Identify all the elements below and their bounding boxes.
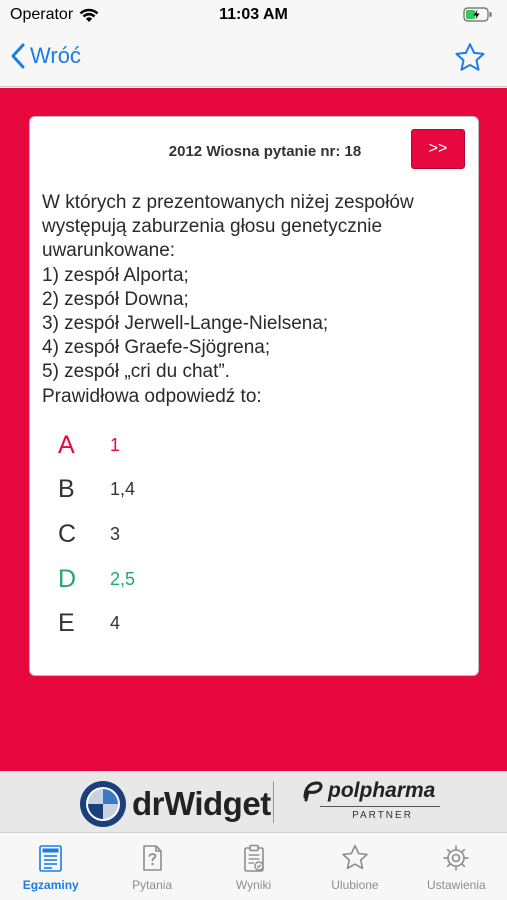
banner-divider [273,781,274,823]
polpharma-logo [300,779,445,821]
status-bar [0,0,507,32]
answer-text: 1,4 [110,479,136,500]
battery-charging-icon [463,7,493,28]
back-button[interactable] [10,42,81,70]
answer-letter: B [58,475,75,504]
sponsor-banner[interactable] [0,771,507,833]
answer-text: 1 [110,434,121,455]
answer-option-d[interactable] [30,557,480,602]
answer-text: 4 [110,613,121,634]
drwidget-wordmark: drWidget [132,785,271,822]
chevron-left-icon [10,42,26,70]
tab-label: Ulubione [331,878,379,892]
favorite-button[interactable] [453,41,487,80]
answer-letter: D [58,564,77,593]
tab-wyniki[interactable] [203,834,304,900]
star-icon [340,843,370,873]
tab-ustawienia[interactable] [406,834,507,900]
gear-icon [441,843,471,873]
tab-label: Pytania [132,878,173,892]
carrier-label: Operator [10,6,74,23]
clipboard-icon [239,843,269,873]
navigation-bar [0,32,507,87]
tab-label: Egzaminy [22,878,79,892]
drwidget-logo [78,779,271,829]
answer-text: 3 [110,523,121,544]
drwidget-emblem-icon [78,779,128,829]
answer-option-a[interactable] [30,423,480,468]
tab-pytania[interactable] [101,834,202,900]
question-card [29,116,479,676]
question-text: W których z prezentowanych niżej zespołów występują zaburzenia głosu genetycznie uwarunkowane: 1) zespół Alporta; 2) zespół Downa; 3) zespół Jerwell-Lange-Nielsena; 4) zespół Graefe-Sjögrena; 5) zespół „cri du chat”. Prawidłowa odpowiedź to: [42,192,414,407]
answer-text: 2,5 [110,568,136,589]
partner-divider [320,806,440,807]
tab-bar [0,834,507,900]
question-doc-icon [137,843,167,873]
question-title: 2012 Wiosna pytanie nr: 18 [168,143,362,160]
polpharma-wordmark: polpharma [328,779,436,802]
tab-ulubione[interactable] [304,834,405,900]
status-time: 11:03 AM [219,6,288,23]
tab-egzaminy[interactable] [0,834,101,900]
partner-label: PARTNER [352,810,413,821]
answer-option-e[interactable] [30,601,480,646]
next-question-button[interactable]: >> [411,129,465,169]
answer-letter: C [58,519,77,548]
answer-option-b[interactable] [30,468,480,513]
answer-letter: A [58,430,75,459]
polpharma-emblem-icon [300,780,324,802]
tab-label: Ustawienia [426,878,486,892]
star-outline-icon [453,41,487,75]
back-label: Wróć [30,43,81,68]
answer-list [30,423,480,646]
answer-option-c[interactable] [30,512,480,557]
question-background [0,88,507,771]
answer-letter: E [58,609,75,638]
tab-label: Wyniki [235,878,272,892]
exams-icon [36,843,66,873]
